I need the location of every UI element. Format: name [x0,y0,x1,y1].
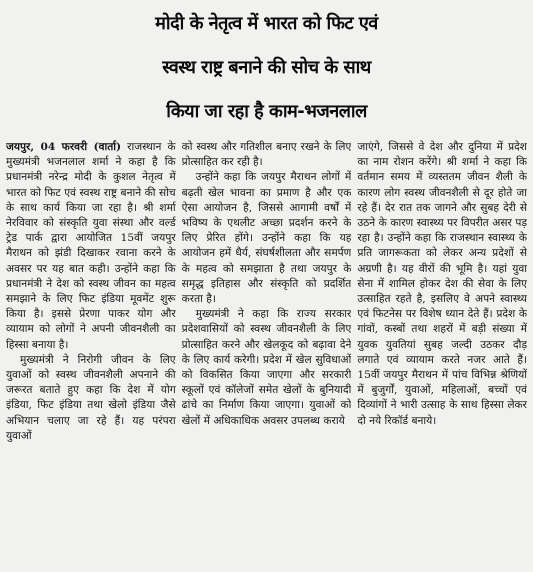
article-paragraph: जाएंगे, जिससे वे देश और दुनिया में प्रदेश का नाम रोशन करेंगे। श्री शर्मा ने कहा कि वर्तमान समय में व्यस्ततम जीवन शैली के कारण लोग स्वस्थ जीवनशैली से दूर होते जा रहे हैं। देर रात तक जागने और सुबह देरी से उठने के कारण स्वास्थ्य पर विपरीत असर पड़ रहा है। उन्होंने कहा कि राजस्थान स्वास्थ्य के प्रति जागरूकता को लेकर अन्य प्रदेशों से अग्रणी है। यह वीरों की भूमि है। यहां युवा सेना में शामिल होकर देश की सेवा के लिए उत्साहित रहते है, इसलिए वे अपने स्वास्थ्य एवं फिटनेस पर विशेष ध्यान देते हैं। प्रदेश के गांवों, कस्बों तथा शहरों में बड़ी संख्या में युवक युवतियां सुबह जल्दी उठकर दौड़ लगाते एवं व्यायाम करते नजर आते हैं। 15वीं जयपुर मैराथन में पांच विभिन्न श्रेणियों में बुजुर्गों, युवाओं, महिलाओं, बच्चों एवं दिव्यांगों ने भारी उत्साह के साथ हिस्सा लेकर दो नये रिकॉर्ड बनाये। [357,141,528,427]
article-body [4,140,529,572]
article-column-2 [182,140,352,572]
article-paragraph [6,140,176,353]
paragraph-text: राजस्थान के मुख्यमंत्री भजनलाल शर्मा ने कहा है कि प्रधानमंत्री नरेन्द्र मोदी के कुशल नेतृत्व में भारत को फिट एवं स्वस्थ राष्ट्र बनाने की सोच के साथ कार्य किया जा रहा है। श्री शर्मा नेरविवार को संस्कृति युवा संस्था और वर्ल्ड ट्रेड पार्क द्वारा आयोजित 15वीं जयपुर मैराथन को झंडी दिखाकर रवाना करने के अवसर पर यह बात कही। उन्होंने कहा कि प्रधानमंत्री ने देश को स्वस्थ जीवन का महत्व समझाने के लिए फिट इंडिया मूवमेंट शुरू किया है। इससे प्रेरणा पाकर योग और व्यायाम को लोगों ने अपनी जीवनशैली का हिस्सा बनाया है। [6,141,176,351]
article-paragraph: उन्होंने कहा कि जयपुर मैराथन लोगों में बढ़ती खेल भावना का प्रमाण है और एक ऐसा आयोजन है, जिससे आगामी वर्षों में भविष्य के एथलीट अच्छा प्रदर्शन करने के लिए प्रेरित होंगे। उन्होंने कहा कि यह आयोजन हमें धैर्य, संघर्षशीलता और समर्पण के महत्व को समझाता है तथा जयपुर के समृद्ध इतिहास और संस्कृति को प्रदर्शित करता है। [181,171,352,306]
headline [4,2,529,140]
article-column-1 [6,140,176,572]
article-paragraph: मुख्यमंत्री ने निरोगी जीवन के लिए युवाओं को स्वस्थ जीवनशैली अपनाने की जरूरत बताते हुए कहा कि देश में योग इंडिया, फिट इंडिया तथा खेलो इंडिया जैसे अभियान चलाए जा रहे हैं। यह परंपरा युवाओं [6,353,176,442]
article-column-3 [357,140,527,572]
article-paragraph: को स्वस्थ और गतिशील बनाए रखने के लिए प्रोत्साहित कर रही है। [181,141,352,169]
dateline: जयपुर, 04 फरवरी (वार्ता) [6,141,122,153]
headline-line-3: किया जा रहा है काम-भजनलाल [166,101,367,122]
headline-line-1: मोदी के नेतृत्व में भारत को फिट एवं [155,13,378,34]
headline-line-2: स्वस्थ राष्ट्र बनाने की सोच के साथ [162,57,371,78]
article-paragraph: मुख्यमंत्री ने कहा कि राज्य सरकार प्रदेशवासियों को स्वस्थ जीवनशैली के लिए प्रोत्साहित करने और खेलकूद को बढ़ावा देने के लिए कार्य करेगी। प्रदेश में खेल सुविधाओं को विकसित किया जाएगा और सरकारी स्कूलों एवं कॉलेजों समेत खेलों के बुनियादी ढांचे का निर्माण किया जाएगा। युवाओं को खेलों में अधिकाधिक अवसर उपलब्ध कराये [181,308,352,427]
